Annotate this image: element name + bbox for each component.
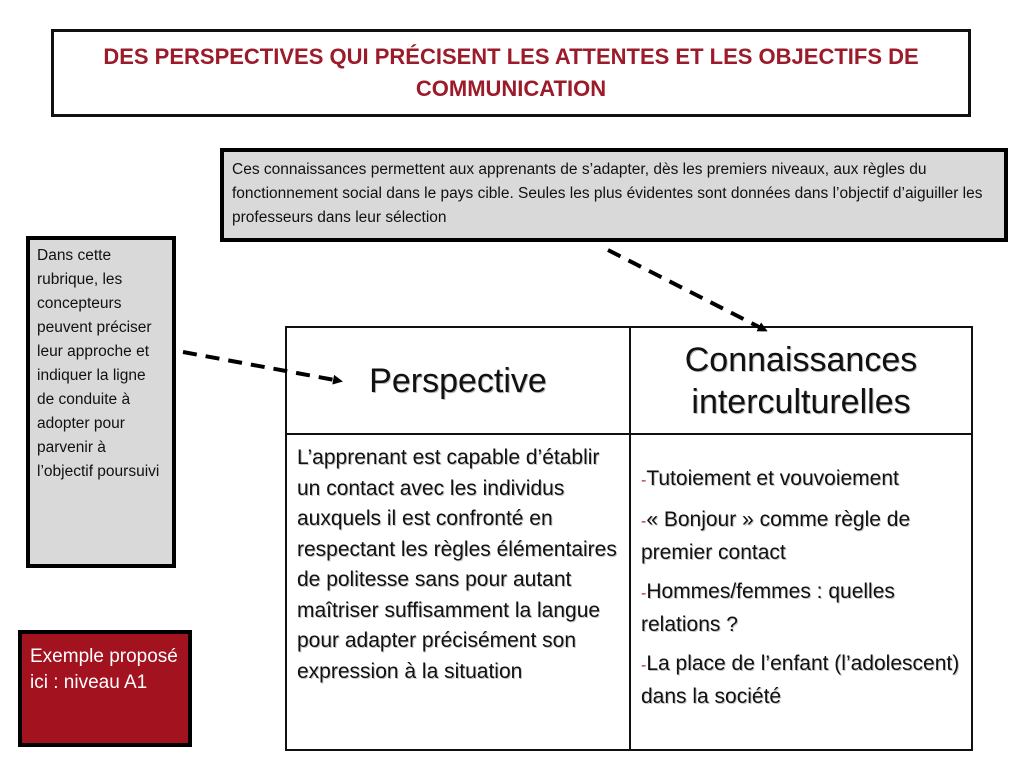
- bullet-dash: -: [641, 657, 647, 674]
- list-item-text: Hommes/femmes : quelles relations ?: [641, 580, 895, 636]
- perspective-text: L’apprenant est capable d’établir un contact avec les individus auxquels il est confronté en respectant les règles élémentaires de politesse sans pour autant maîtriser suffisamment la langue pour adapter précisément son expression à la situation: [297, 446, 617, 683]
- header-connaissances-label: Connaissances interculturelles: [684, 340, 918, 421]
- arrow-top-to-connaissances: [608, 250, 765, 330]
- bullet-dash: -: [641, 513, 647, 530]
- example-box: Exemple proposé ici : niveau A1: [18, 630, 192, 747]
- note-top: Ces connaissances permettent aux apprenants de s’adapter, dès les premiers niveaux, aux règles du fonctionnement social dans le pays cible. Seules les plus évidentes sont données dans l’objectif d’aiguiller les professeurs dans leur sélection: [220, 148, 1008, 242]
- list-item-text: Tutoiement et vouvoiement: [646, 467, 899, 490]
- bullet-dash: -: [641, 472, 647, 489]
- bullet-dash: -: [641, 585, 647, 602]
- note-left: Dans cette rubrique, les concepteurs peuvent préciser leur approche et indiquer la ligne de conduite à adopter pour parvenir à l’objectif poursuivi: [26, 236, 176, 568]
- list-item-text: « Bonjour » comme règle de premier contact: [641, 508, 911, 564]
- arrow-left-to-perspective: [183, 352, 340, 381]
- list-item-text: La place de l’enfant (l’adolescent) dans la société: [641, 652, 960, 708]
- slide-title: DES PERSPECTIVES QUI PRÉCISENT LES ATTENTES ET LES OBJECTIFS DE COMMUNICATION: [103, 44, 919, 101]
- header-perspective-label: Perspective: [369, 361, 547, 400]
